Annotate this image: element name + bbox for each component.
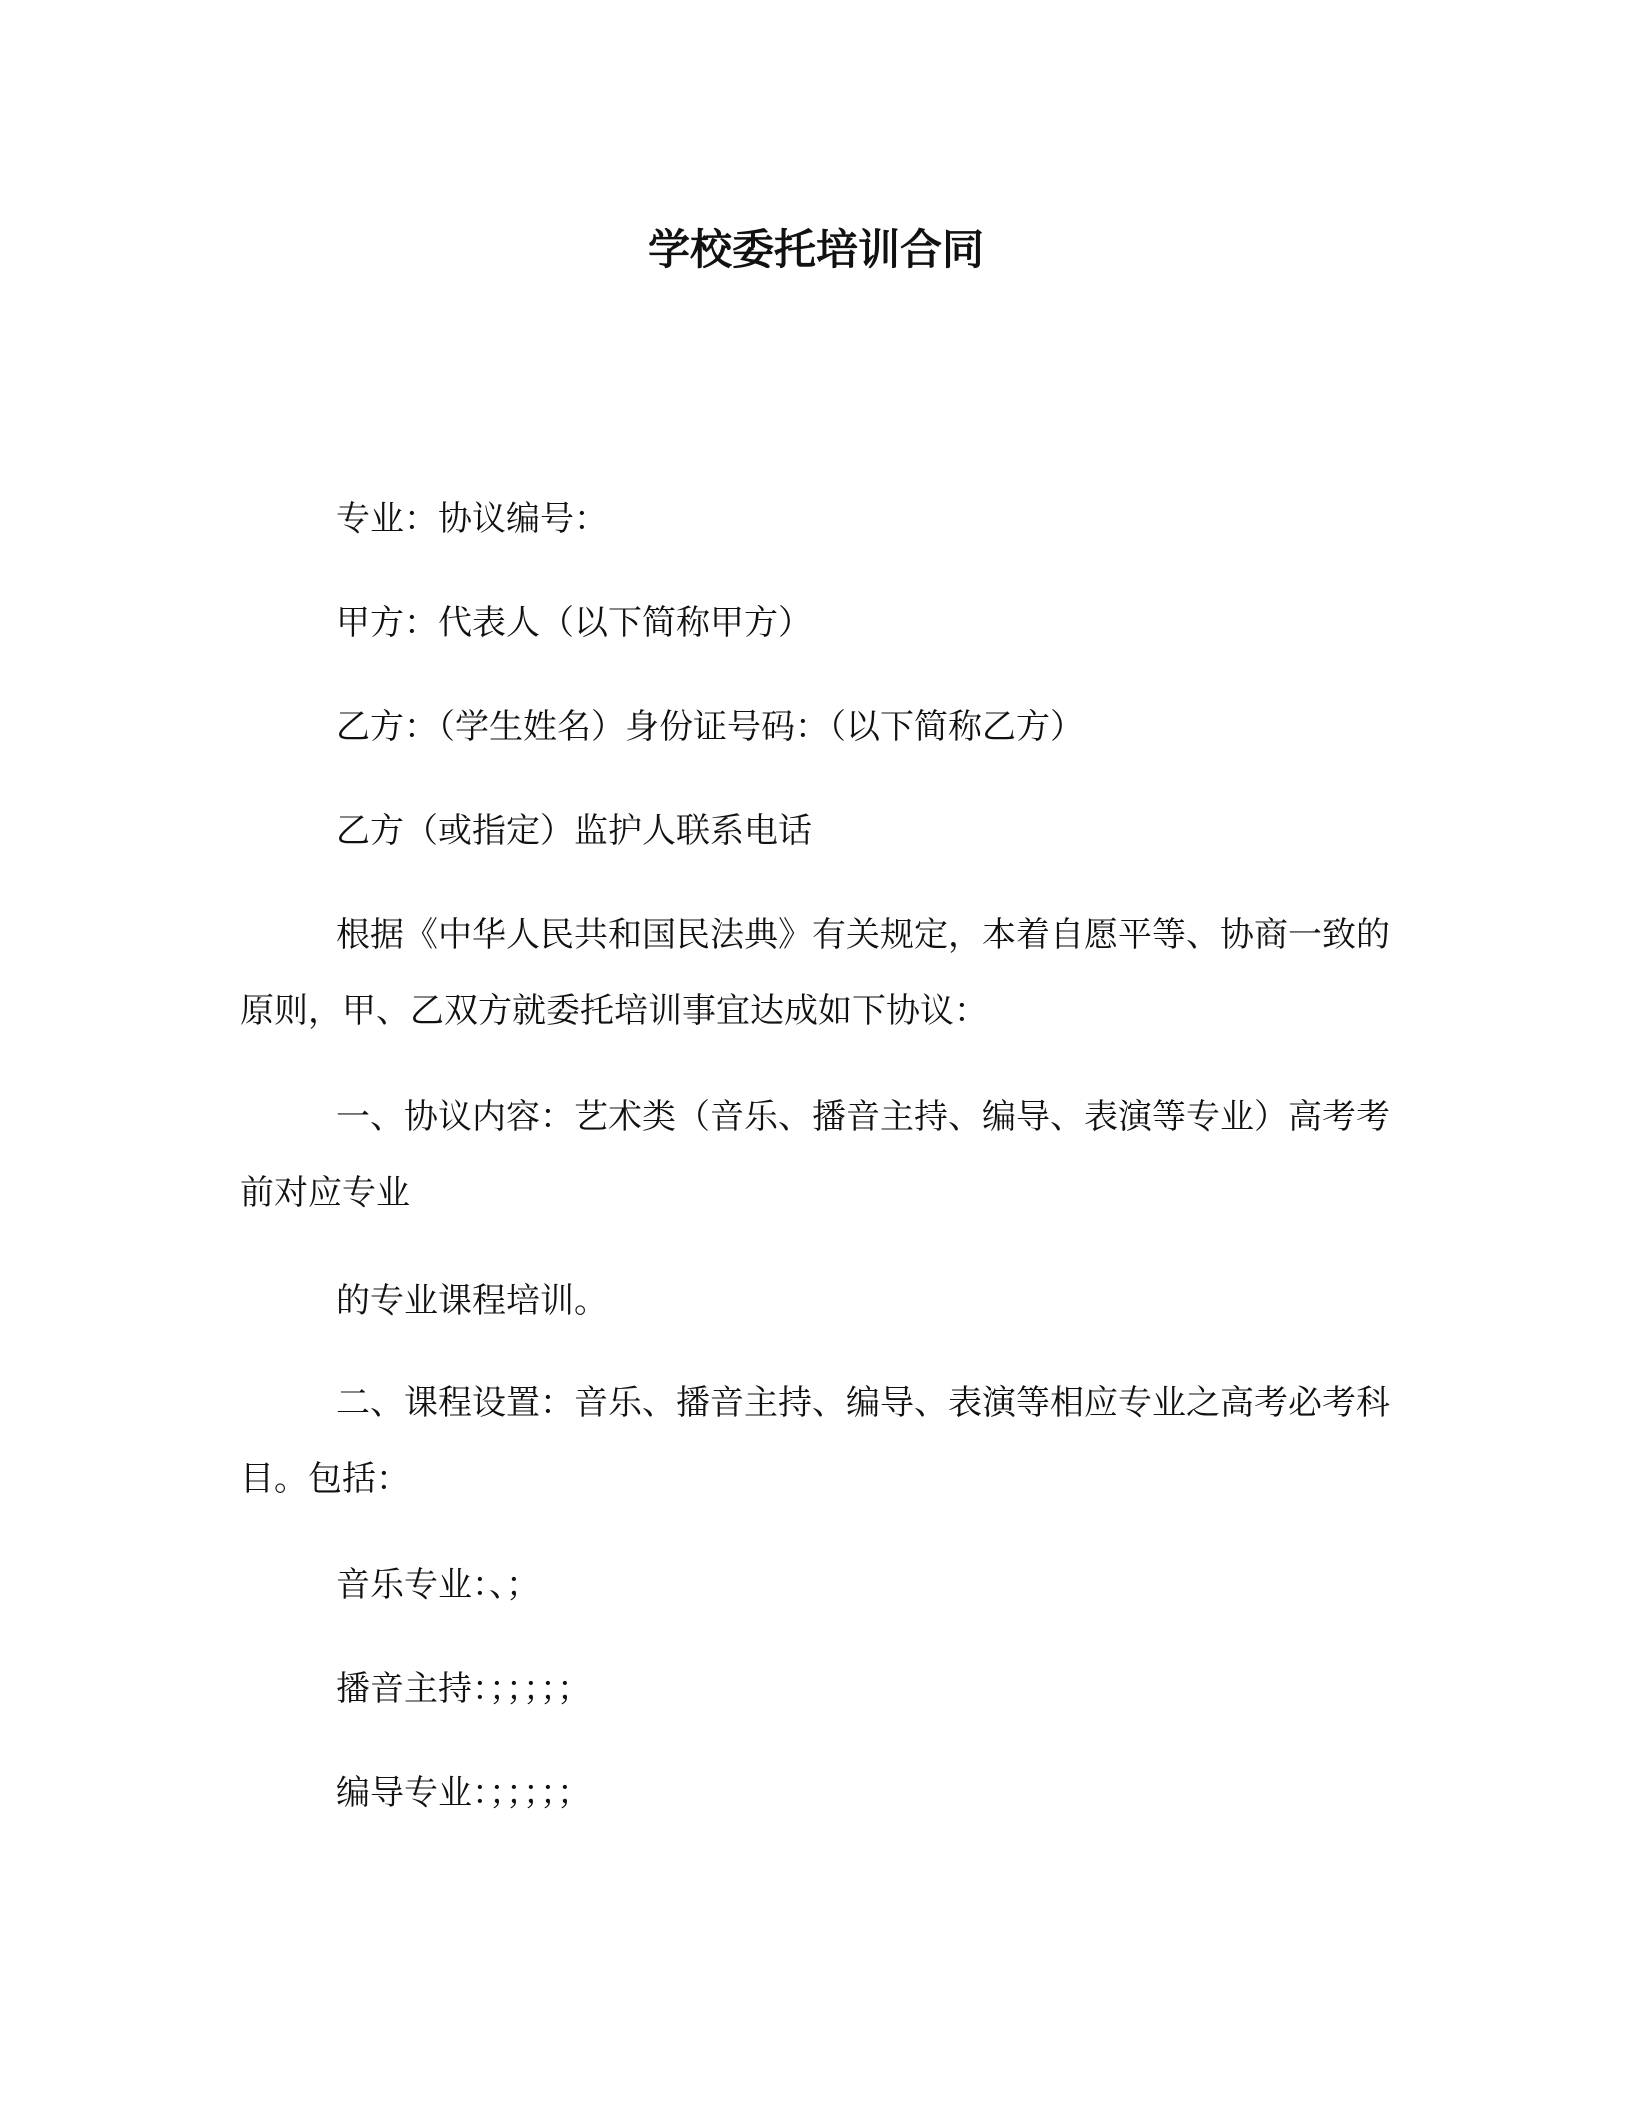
- paragraph-legal-basis: 根据《中华人民共和国民法典》有关规定，本着自愿平等、协商一致的原则，甲、乙双方就委托培训事宜达成如下协议：: [240, 915, 1390, 1031]
- paragraph-course-training: 的专业课程培训。: [336, 1281, 608, 1321]
- document-title: 学校委托培训合同: [647, 225, 984, 274]
- paragraph-course-settings: 二、课程设置：音乐、播音主持、编导、表演等相应专业之高考必考科目。包括：: [240, 1383, 1390, 1499]
- paragraph-party-a: 甲方：代表人（以下简称甲方）: [336, 603, 812, 643]
- paragraph-agreement-content: 一、协议内容：艺术类（音乐、播音主持、编导、表演等专业）高考考前对应专业: [240, 1097, 1390, 1213]
- paragraph-broadcasting: 播音主持：；；；；；: [336, 1669, 591, 1709]
- paragraph-directing-major: 编导专业：；；；；；: [336, 1773, 591, 1813]
- paragraph-major-agreement-no: 专业：协议编号：: [336, 499, 608, 539]
- paragraph-guardian-phone: 乙方（或指定）监护人联系电话: [336, 811, 812, 851]
- paragraph-music-major: 音乐专业：、；: [336, 1565, 540, 1605]
- paragraph-party-b: 乙方：（学生姓名）身份证号码：（以下简称乙方）: [336, 707, 1084, 747]
